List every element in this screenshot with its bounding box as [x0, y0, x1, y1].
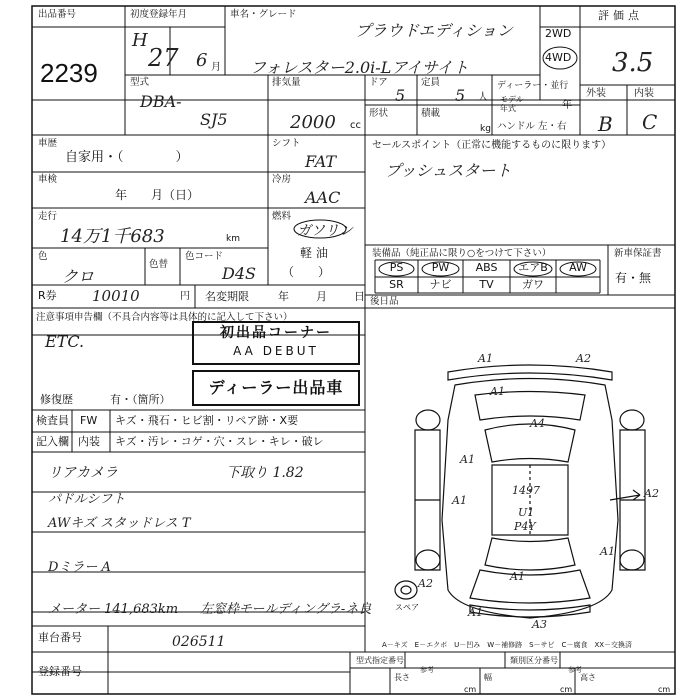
lot-number-label: 出品番号 [38, 9, 77, 20]
equipment-item: AW [569, 261, 587, 274]
name-change-value: 年 月 日 [278, 290, 373, 303]
first-registration-label: 初度登録年月 [130, 9, 188, 20]
displacement-value: 2000 [290, 112, 336, 133]
color-replaced-label: 色替 [149, 259, 169, 270]
notes-label: 注意事項申告欄（不具合内容等は具体的に記入して下さい） [36, 312, 293, 323]
mark-left-front-door: A1 [460, 453, 475, 466]
height-unit: cm [658, 685, 671, 694]
rear-bumper-shape [470, 605, 590, 617]
model-type-prefix: DBA- [140, 92, 182, 111]
registration-number-label: 登録番号 [38, 665, 82, 678]
mark-right-side: A2 [644, 487, 659, 500]
chassis-label: 車台番号 [38, 631, 82, 644]
mark-trunk: A1 [510, 570, 525, 583]
model-type-label: 型式 [130, 77, 150, 88]
fuel-paren: （ ） [282, 265, 331, 279]
fuel-label: 燃料 [272, 211, 292, 222]
registration-month: 6 [196, 50, 208, 71]
fw-text: キズ・飛石・ヒビ割・リペア跡・X要 [115, 414, 299, 427]
mileage-value: 14万1千683 [60, 226, 165, 247]
wheel-rear-left [416, 550, 440, 570]
model-name-handwritten: フォレスター2.0i-Lアイサイト [250, 58, 469, 77]
lot-number: 2239 [40, 58, 98, 88]
equipment-item: PW [431, 261, 450, 274]
capacity-unit: 人 [478, 92, 488, 103]
interior-label: 内装 [634, 88, 654, 99]
load-label: 積載 [421, 108, 441, 119]
height-label: 高さ [580, 673, 596, 682]
registration-era: H [132, 30, 148, 51]
score-label: 評価点 [598, 9, 643, 22]
recycle-label: R券 [38, 289, 57, 302]
diagram-center-2: U1 [518, 506, 535, 519]
equipment-item: SR [389, 278, 404, 291]
wheel-front-right [620, 410, 644, 430]
length-unit: cm [464, 685, 477, 694]
first-listing-line1: 初出品コーナー [220, 325, 332, 341]
mark-rear-bumper: A3 [532, 618, 547, 631]
fuel-alt: 軽 油 [300, 246, 328, 260]
remark-extra: 下取り 1.82 [226, 465, 304, 481]
mileage-unit: km [226, 234, 240, 244]
drive-4wd: 4WD [545, 51, 572, 64]
color-code-label: 色コード [185, 251, 224, 262]
repair-value: 有・（箇所） [110, 393, 171, 406]
interior-grade: C [642, 110, 658, 134]
capacity-label: 定員 [421, 77, 441, 88]
notes-value: ETC. [45, 332, 85, 351]
trunk-shape [470, 570, 590, 603]
displacement-unit: cc [350, 120, 361, 131]
remark-line-3: AWキズ スタッドレス T [48, 516, 191, 531]
length-label: 長さ [394, 673, 410, 682]
name-change-label: 名変期限 [205, 290, 249, 303]
displacement-label: 排気量 [272, 77, 301, 88]
body-outline [442, 379, 618, 619]
doors-label: ドア [369, 77, 388, 88]
equipment-item: ナビ [429, 278, 452, 291]
mark-rear-left: A2 [418, 577, 433, 590]
month-unit: 月 [211, 62, 221, 73]
capacity-value: 5 [455, 86, 466, 105]
doors-value: 5 [395, 86, 406, 105]
spare-label: スペア [395, 603, 419, 612]
equipment-item: ABS [475, 261, 498, 274]
repair-label: 修復歴 [40, 393, 73, 406]
sales-point-label: セールスポイント（正常に機能するものに限ります） [372, 140, 612, 151]
class-number-label: 類別区分番号 [510, 656, 558, 665]
first-listing-line2: AA DEBUT [233, 344, 319, 358]
remark-line-2: パドルシフト [48, 492, 126, 507]
mark-rear-bumper-left: A1 [468, 606, 483, 619]
front-bumper-shape [448, 365, 612, 380]
interior-check-text: キズ・汚レ・コゲ・穴・スレ・キレ・破レ [115, 435, 324, 448]
remark-line-4: Dミラー A [48, 560, 111, 575]
mark-left-rear-door: A1 [452, 494, 467, 507]
grade-name-handwritten: プラウドエディション [355, 21, 513, 40]
equipment-item: エアB [518, 261, 548, 274]
inspection-label: 車検 [38, 174, 58, 185]
equipment-item: ガワ [522, 278, 544, 291]
diagram-center-1: 1497 [512, 484, 540, 497]
color-code: D4S [222, 264, 256, 283]
equipment-circle [375, 261, 418, 277]
fw-label: FW [80, 414, 98, 427]
equipment-circle [556, 261, 600, 277]
interior-check-label: 内装 [78, 435, 100, 448]
recycle-value: 10010 [92, 287, 140, 305]
type-number-label: 型式指定番号 [356, 656, 404, 665]
type-ref-label: 参考 [420, 666, 434, 674]
model-type-code: SJ5 [200, 110, 228, 129]
entry-label: 記入欄 [36, 435, 69, 448]
model-year-unit: 年 [562, 100, 572, 111]
registration-year: 27 [148, 44, 179, 72]
warranty-label: 新車保証書 [614, 248, 662, 259]
mark-front-left: A1 [478, 352, 493, 365]
diagram-center-3: P4Y [514, 520, 536, 533]
wheel-rear-right [620, 550, 644, 570]
remark-line-5: メーター 141,683km [48, 602, 179, 617]
wheel-front-left [416, 410, 440, 430]
recycle-unit: 円 [180, 291, 190, 302]
aircon-label: 冷房 [272, 174, 292, 185]
equipment-item: PS [389, 261, 404, 274]
warranty-value: 有・無 [615, 271, 652, 285]
damage-legend: A－キズ E－エクボ U－凹み W－補修跡 S－サビ C－腐食 XX－交換済 [382, 641, 633, 649]
aircon-value: AAC [305, 188, 341, 207]
shift-value: FAT [305, 152, 337, 171]
inspector-label: 検査員 [36, 414, 69, 427]
history-value: 自家用・（ ） [65, 150, 189, 165]
color-value: クロ [62, 267, 95, 286]
score-value: 3.5 [612, 48, 654, 78]
first-listing-stamp [192, 321, 360, 365]
color-label: 色 [38, 251, 48, 262]
equipment-label: 装備品（純正品に限り○をつけて下さい） [372, 248, 552, 259]
name-grade-label: 車名・グレード [230, 9, 297, 20]
inspection-value: 年 月（日） [115, 188, 200, 202]
chassis-value: 026511 [172, 634, 226, 650]
model-year-label: モデル年式 [500, 95, 524, 113]
mark-hood: A1 [490, 385, 505, 398]
remark-line-1: リアカメラ [48, 465, 118, 481]
spare-tire-shape [395, 581, 417, 599]
load-unit: kg [480, 124, 491, 134]
equipment-circle [418, 261, 463, 277]
rear-glass-shape [485, 538, 575, 570]
width-label: 幅 [484, 673, 492, 682]
equipment-circle [510, 261, 556, 277]
history-label: 車歴 [38, 138, 58, 149]
sales-point-value: プッシュスタート [385, 161, 512, 180]
width-unit: cm [560, 685, 573, 694]
mark-front-right: A2 [576, 352, 591, 365]
fuel-value: ガソリン [297, 223, 353, 239]
dealer-parallel-label: ディーラー・並行 [497, 81, 569, 91]
equipment-item: TV [479, 278, 494, 291]
shape-label: 形状 [369, 108, 389, 119]
shift-label: シフト [272, 138, 301, 149]
exterior-label: 外装 [586, 88, 606, 99]
mileage-label: 走行 [38, 211, 58, 222]
drive-2wd: 2WD [545, 27, 572, 40]
mark-right-rear: A1 [600, 545, 615, 558]
dealer-stamp: ディーラー出品車 [192, 370, 360, 406]
handle-label: ハンドル 左・右 [497, 121, 567, 132]
drive-4wd-circle [540, 44, 580, 72]
rear-items-label: 後日品 [370, 296, 399, 307]
remark-line-6: 左窓枠モールディングラ-ネ良 [200, 602, 372, 617]
fuel-circle [290, 218, 350, 240]
exterior-grade: B [598, 112, 613, 136]
class-ref-label: 参考 [568, 666, 582, 674]
mark-windshield: A4 [530, 417, 545, 430]
